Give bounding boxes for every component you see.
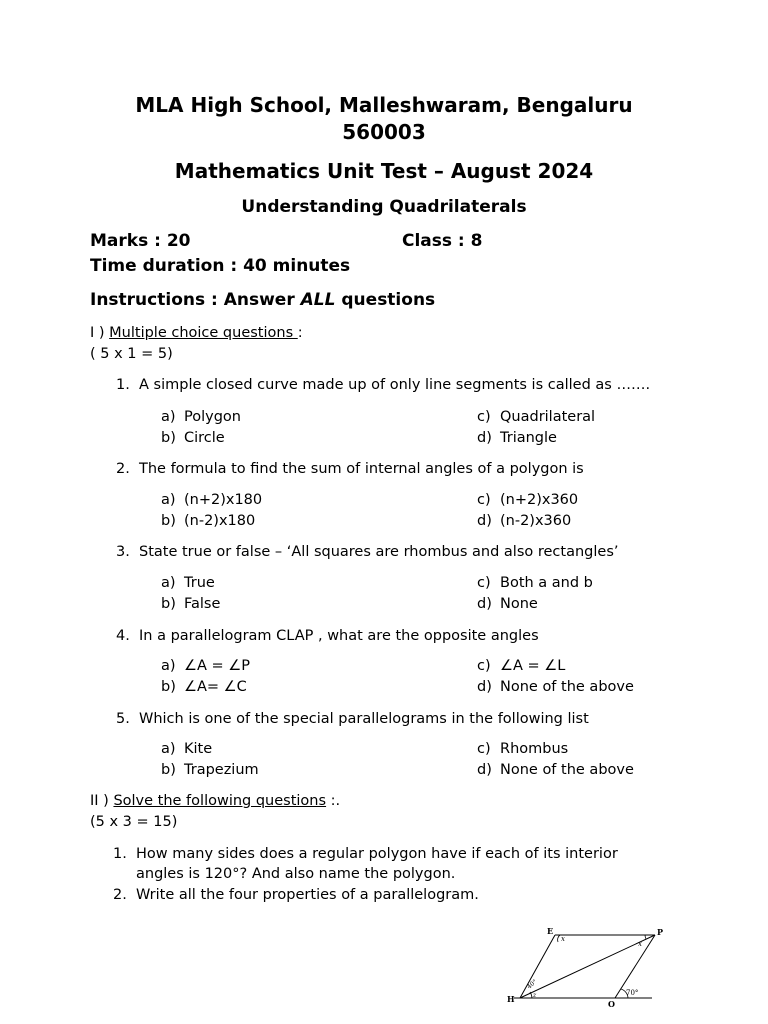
question-text: The formula to find the sum of internal angles of a polygon is xyxy=(139,461,584,477)
option-letter: b) xyxy=(161,596,176,612)
section1-suffix: : xyxy=(297,325,303,341)
option-letter: c) xyxy=(477,409,491,425)
question-text: Which is one of the special parallelograms in the following list xyxy=(139,711,589,727)
vertex-label-o: O xyxy=(608,999,615,1009)
vertex-label-e: E xyxy=(547,926,554,936)
mcq-question-2 xyxy=(116,459,584,479)
mcq-5-option-c xyxy=(477,739,568,759)
mcq-3-option-d xyxy=(477,594,538,614)
mcq-2-option-d xyxy=(477,511,571,531)
question-number: 2. xyxy=(116,461,130,477)
question-text-line1: How many sides does a regular polygon have if each of its interior xyxy=(136,846,618,862)
option-text: None xyxy=(500,596,538,612)
mcq-4-option-a xyxy=(161,656,250,676)
instructions-suffix: questions xyxy=(335,290,436,310)
question-text: In a parallelogram CLAP , what are the opposite angles xyxy=(139,628,539,644)
angle-label-70: 70° xyxy=(626,989,639,997)
long-question-1-line2: angles is 120°? And also name the polygon. xyxy=(136,866,456,882)
option-text: Kite xyxy=(184,741,213,757)
question-number: 1. xyxy=(116,377,130,393)
angle-arc-e xyxy=(558,935,560,942)
mcq-1-option-c xyxy=(477,407,595,427)
mcq-4-option-d xyxy=(477,677,634,697)
instructions-emphasis: ALL xyxy=(300,290,336,310)
section2-heading xyxy=(90,791,340,811)
mcq-4-option-b xyxy=(161,677,247,697)
class-label: Class : 8 xyxy=(402,231,483,251)
option-text: Circle xyxy=(184,430,225,446)
option-text: Trapezium xyxy=(184,762,259,778)
angle-label-40: 40° xyxy=(525,978,539,991)
option-text: Quadrilateral xyxy=(500,409,596,425)
option-text: ∠A = ∠P xyxy=(184,658,251,674)
school-name-line1: MLA High School, Malleshwaram, Bengaluru xyxy=(135,93,633,117)
option-text: ∠A = ∠L xyxy=(500,658,566,674)
vertex-label-h: H xyxy=(507,994,515,1004)
option-letter: d) xyxy=(477,430,492,446)
section1-title: Multiple choice questions xyxy=(109,325,298,341)
vertex-label-p: P xyxy=(657,927,664,937)
mcq-5-option-b xyxy=(161,760,259,780)
option-text: Rhombus xyxy=(500,741,569,757)
option-letter: c) xyxy=(477,741,491,757)
question-number: 5. xyxy=(116,711,130,727)
option-letter: d) xyxy=(477,596,492,612)
mcq-2-option-c xyxy=(477,490,578,510)
duration-label: Time duration : 40 minutes xyxy=(90,256,351,276)
question-number: 1. xyxy=(113,846,127,862)
section1-heading xyxy=(90,323,303,343)
option-letter: a) xyxy=(161,575,176,591)
mcq-question-4 xyxy=(116,626,539,646)
question-number: 4. xyxy=(116,628,130,644)
option-letter: a) xyxy=(161,492,176,508)
angle-label-x-p: x xyxy=(638,940,642,948)
section2-suffix: :. xyxy=(326,793,341,809)
option-letter: a) xyxy=(161,741,176,757)
mcq-3-option-b xyxy=(161,594,220,614)
instructions xyxy=(90,289,435,311)
question-text: A simple closed curve made up of only line segments is called as ……. xyxy=(139,377,651,393)
option-letter: b) xyxy=(161,513,176,529)
option-letter: c) xyxy=(477,658,491,674)
mcq-1-option-a xyxy=(161,407,241,427)
school-name xyxy=(0,92,768,146)
school-name-line2: 560003 xyxy=(342,120,426,144)
edge-eh xyxy=(520,935,555,998)
option-text: False xyxy=(184,596,221,612)
section2-marks: (5 x 3 = 15) xyxy=(90,814,178,830)
option-text: (n+2)x180 xyxy=(184,492,263,508)
option-letter: b) xyxy=(161,679,176,695)
mcq-question-3 xyxy=(116,542,618,562)
section1-marks: ( 5 x 1 = 5) xyxy=(90,346,173,362)
option-text: (n-2)x180 xyxy=(184,513,256,529)
angle-label-x-e: x xyxy=(561,935,565,943)
option-letter: d) xyxy=(477,679,492,695)
option-text: None of the above xyxy=(500,762,634,778)
option-letter: c) xyxy=(477,492,491,508)
instructions-prefix: Instructions : Answer xyxy=(90,290,301,310)
question-text: State true or false – ‘All squares are rhombus and also rectangles’ xyxy=(139,544,619,560)
option-letter: a) xyxy=(161,409,176,425)
option-text: ∠A= ∠C xyxy=(184,679,247,695)
mcq-3-option-a xyxy=(161,573,215,593)
option-letter: d) xyxy=(477,762,492,778)
mcq-question-5 xyxy=(116,709,589,729)
option-text: Polygon xyxy=(184,409,241,425)
mcq-2-option-b xyxy=(161,511,255,531)
section2-title: Solve the following questions xyxy=(113,793,327,809)
option-letter: c) xyxy=(477,575,491,591)
mcq-1-option-b xyxy=(161,428,225,448)
option-text: Both a and b xyxy=(500,575,593,591)
section2-prefix: II ) xyxy=(90,793,114,809)
option-letter: a) xyxy=(161,658,176,674)
mcq-1-option-d xyxy=(477,428,557,448)
option-letter: b) xyxy=(161,762,176,778)
angle-label-z: z xyxy=(533,992,537,999)
option-text: (n+2)x360 xyxy=(500,492,579,508)
question-number: 3. xyxy=(116,544,130,560)
angle-arc-p xyxy=(645,935,646,939)
mcq-3-option-c xyxy=(477,573,593,593)
parallelogram-figure xyxy=(500,924,670,1014)
long-question-1 xyxy=(113,844,618,864)
topic-title: Understanding Quadrilaterals xyxy=(241,197,527,217)
option-text: Triangle xyxy=(500,430,557,446)
mcq-question-1 xyxy=(116,375,650,395)
option-letter: b) xyxy=(161,430,176,446)
section1-prefix: I ) xyxy=(90,325,110,341)
question-number: 2. xyxy=(113,887,127,903)
mcq-2-option-a xyxy=(161,490,262,510)
mcq-5-option-a xyxy=(161,739,212,759)
mcq-5-option-d xyxy=(477,760,634,780)
mcq-4-option-c xyxy=(477,656,565,676)
exam-title: Mathematics Unit Test – August 2024 xyxy=(174,159,594,183)
long-question-2 xyxy=(113,885,479,905)
option-text: None of the above xyxy=(500,679,634,695)
option-letter: d) xyxy=(477,513,492,529)
option-text: True xyxy=(184,575,215,591)
marks-label: Marks : 20 xyxy=(90,231,191,251)
option-text: (n-2)x360 xyxy=(500,513,572,529)
question-text: Write all the four properties of a parallelogram. xyxy=(136,887,479,903)
